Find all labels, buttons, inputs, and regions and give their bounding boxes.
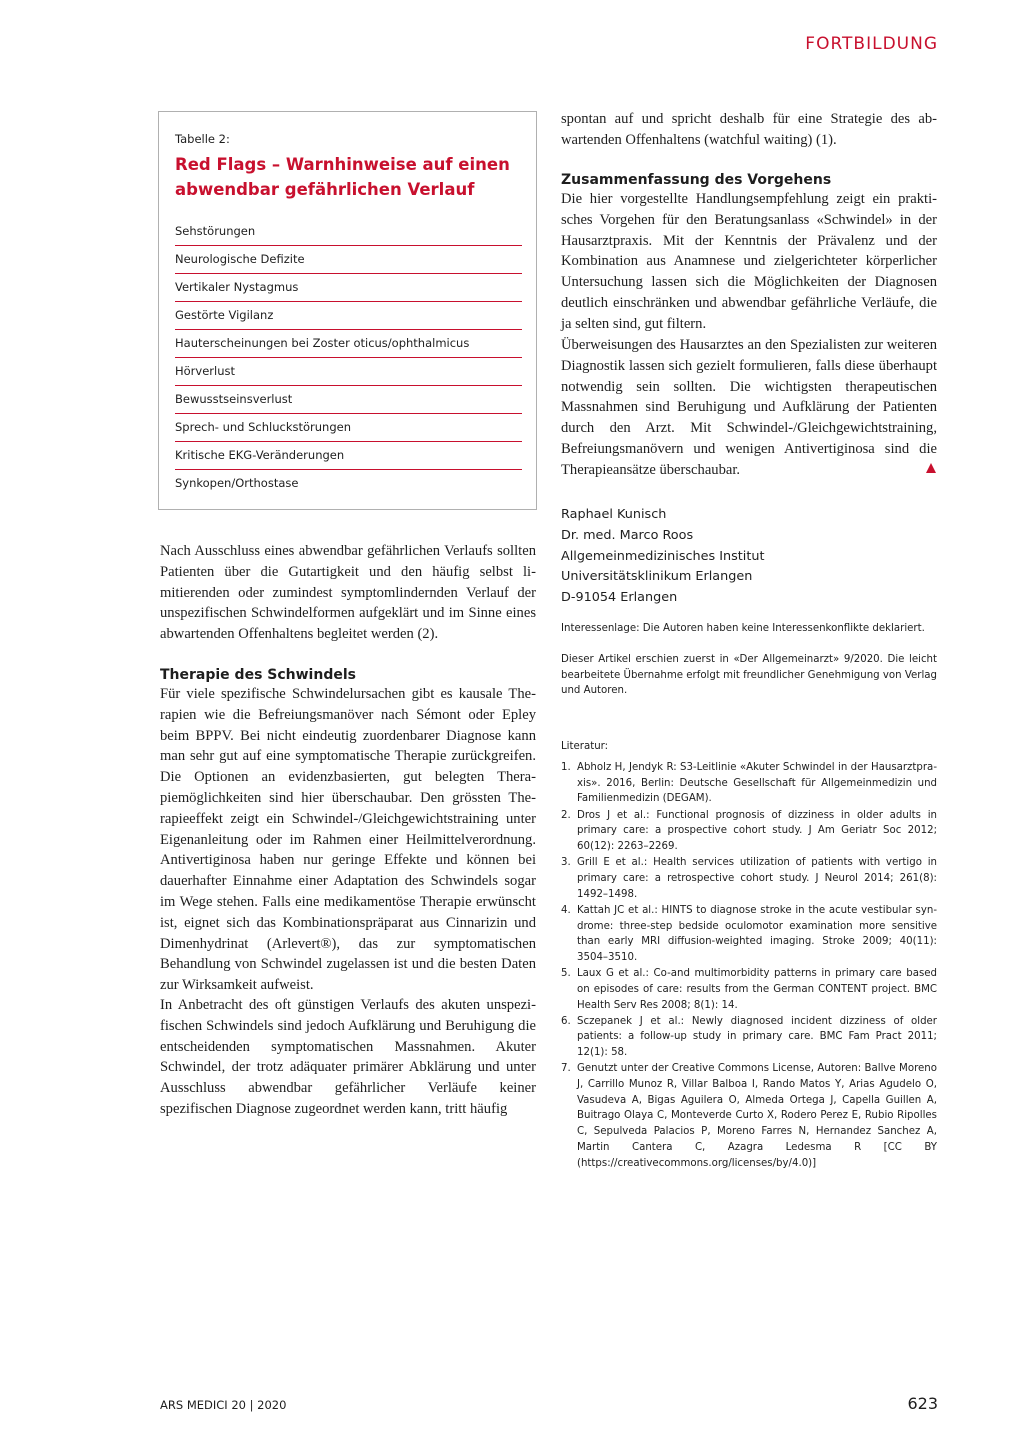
reference-text: Abholz H, Jendyk R: S3-Leitlinie «Akuter Schwindel in der Hausarztpraxis». 2016, Berlin: Deutsche Gesellschaft für Allgemeinmedizin und Familienmedizin (DEGAM). bbox=[577, 762, 937, 805]
publication-note: Dieser Artikel erschien zuerst in «Der Allgemeinarzt» 9/2020. Die leicht bearbeitete Übernahme erfolgt mit freundlicher Genehmigung von Verlag und Autoren. bbox=[561, 654, 937, 697]
author-line: Dr. med. Marco Roos bbox=[561, 528, 694, 543]
reference-item bbox=[561, 1061, 937, 1171]
reference-number: 1. bbox=[561, 762, 571, 773]
therapy-heading: Therapie des Schwindels bbox=[160, 667, 356, 683]
list-item: Kritische EKG-Veränderungen bbox=[175, 442, 522, 470]
reference-item bbox=[561, 966, 937, 1013]
right-paragraph-1: spontan auf und spricht deshalb für eine Strategie des abwartenden Offenhaltens (watchful waiting) (1). bbox=[561, 111, 937, 148]
right-paragraph-3: Überweisungen des Hausarztes an den Spezialisten zur weiteren Diagnostik lassen sich gezielt formulieren, falls diese überhaupt notwendig sein sollten. Die wichtigsten therapeutischen Massnahmen sind Beruhigung und Aufklärung der Patienten durch den Arzt. Mit Schwindel-/Gleichgewichtstraining, Befreiungsmanövern und wenigen Antivertiginosa sind die Therapieansätze überschaubar. bbox=[561, 337, 937, 478]
list-item: Hauterscheinungen bei Zoster oticus/ophthalmicus bbox=[175, 330, 522, 358]
author-line: Raphael Kunisch bbox=[561, 507, 667, 522]
reference-text: Dros J et al.: Functional prognosis of dizziness in older adults in primary care: a prospective cohort study. J Am Geriatr Soc 2012; 60(12): 2263–2269. bbox=[577, 809, 937, 853]
reference-number: 5. bbox=[561, 968, 571, 980]
left-paragraph-1: Nach Ausschluss eines abwendbar gefährlichen Verlaufs sollten Patienten über die Gutartigkeit und den häufig selbst limitierenden oder zumindest symptomlindernden Verlauf der unspezifischen Schwindelformen aufgeklärt und im Sinne eines abwartenden Offenhaltens begleitet werden (2). bbox=[160, 543, 536, 643]
references-list bbox=[561, 760, 937, 1172]
conflict-of-interest-note: Interessenlage: Die Autoren haben keine Interessenkonflikte deklariert. bbox=[561, 623, 925, 634]
left-paragraph-3: In Anbetracht des oft günstigen Verlaufs des akuten unspezifischen Schwindels sind jedoch Aufklärung und Beruhigung die entscheidenden symptomatischen Massnahmen. Akuter Schwindel, der trotz adäquater primärer Abklärung und unter Ausschluss abwendbar gefährlicher Verläufe keiner spezifischen Diagnose zugeordnet werden kann, tritt häufig bbox=[160, 997, 536, 1117]
reference-number: 6. bbox=[561, 1015, 571, 1027]
table-title: Red Flags – Warnhinweise auf einen abwendbar gefährlichen Verlauf bbox=[175, 155, 510, 199]
list-item: Sprech- und Schluckstörungen bbox=[175, 414, 522, 442]
reference-item bbox=[561, 1014, 937, 1061]
reference-number: 2. bbox=[561, 809, 571, 821]
table-label: Tabelle 2: bbox=[175, 132, 230, 146]
reference-number: 7. bbox=[561, 1063, 571, 1075]
summary-heading: Zusammenfassung des Vorgehens bbox=[561, 172, 832, 188]
section-header: FORTBILDUNG bbox=[805, 34, 938, 54]
list-item: Gestörte Vigilanz bbox=[175, 302, 522, 330]
left-paragraph-2: Für viele spezifische Schwindelursachen gibt es kausale Therapien wie die Befreiungsmanöver nach Sémont oder Epley beim BPPV. Bei nicht eindeutig zuordenbarer Diagnose kann man sehr gut auf eine symptomatische Therapie zurückgreifen. Die Optionen an evidenzbasierten, gut belegten Therapiemöglichkeiten sind hier überschaubar. Den grössten Therapieeffekt zeigt ein Schwindel-/Gleichgewichtstraining unter Eigenanleitung oder im Rahmen einer Heilmittelverordnung. Antivertiginosa haben nur geringe Effekte und können bei dauerhafter Einnahme einer Adaptation des Schwindels sogar im Wege stehen. Falls eine medikamentöse Therapie erwünscht ist, eignet sich das Kombinationspräparat aus Cinnarizin und Dimenhydrinat (Arlevert®), das zur symptomatischen Behandlung von Schwindel zugelassen ist und die besten Daten zur Wirksamkeit aufweist. bbox=[160, 686, 536, 994]
reference-number: 3. bbox=[561, 857, 571, 869]
reference-item bbox=[561, 760, 937, 807]
red-flags-table bbox=[158, 111, 537, 510]
reference-item bbox=[561, 903, 937, 966]
reference-number: 4. bbox=[561, 904, 571, 916]
reference-text: Laux G et al.: Co-and multimorbidity patterns in primary care based on episodes of care: results from the German CONTENT project. BMC Health Serv Res 2008; 8(1): 14. bbox=[577, 968, 937, 1011]
red-flags-list bbox=[175, 218, 522, 498]
reference-text: Genutzt unter der Creative Commons License, Autoren: Ballve Moreno J, Carrillo Munoz R, Villar Balboa I, Rando Matos Y, Arias Agudelo O, Vasudeva A, Bigas Aguilera O, Almeda Ortega J, Capella Guillen A, Buitrago Olaya C, Monteverde Curto X, Rodero Perez E, Rubio Ripolles C, Sepulveda Palacios P, Moreno Farres N, Hernandez Sanchez A, Martin Cantera C, Azagra Ledesma R [CC BY (https://creativecommons.org/licenses/by/4.0)] bbox=[577, 1063, 937, 1169]
list-item: Vertikaler Nystagmus bbox=[175, 274, 522, 302]
author-line: Universitätsklinikum Erlangen bbox=[561, 569, 753, 584]
list-item: Synkopen/Orthostase bbox=[175, 476, 299, 490]
journal-footer: ARS MEDICI 20 | 2020 bbox=[160, 1398, 287, 1412]
reference-text: Kattah JC et al.: HINTS to diagnose stroke in the acute vestibular syndrome: three-step bedside oculomotor examination more sensitive than early MRI diffusion-weighted imaging. Stroke 2009; 40(11): 3504–3510. bbox=[577, 904, 937, 963]
reference-text: Grill E et al.: Health services utilization of patients with vertigo in primary care: a retrospective cohort study. J Neurol 2014; 261(8): 1492–1498. bbox=[577, 857, 937, 900]
reference-item bbox=[561, 855, 937, 902]
author-line: D-91054 Erlangen bbox=[561, 590, 678, 605]
list-item: Sehstörungen bbox=[175, 218, 522, 246]
references-label: Literatur: bbox=[561, 741, 609, 752]
reference-text: Sczepanek J et al.: Newly diagnosed incident dizziness of older patients: a follow-up study in primary care. BMC Fam Pract 2011; 12(1): 58. bbox=[577, 1015, 937, 1059]
list-item: Hörverlust bbox=[175, 358, 522, 386]
end-marker-icon bbox=[926, 463, 936, 473]
reference-item bbox=[561, 808, 937, 855]
list-item: Bewusstseinsverlust bbox=[175, 386, 522, 414]
right-paragraph-2: Die hier vorgestellte Handlungsempfehlung zeigt ein praktisches Vorgehen für den Beratungsanlass «Schwindel» in der Hausarztpraxis. Mit der Kenntnis der Prävalenz und der Kombination aus Anamnese und zielgerichteter körperlicher Untersuchung lassen sich die Möglichkeiten der Diagnosen deutlich einschränken und abwendbar gefährliche Verläufe, die ja selten sind, gut filtern. bbox=[561, 191, 937, 332]
page-number: 623 bbox=[907, 1394, 938, 1413]
list-item: Neurologische Defizite bbox=[175, 246, 522, 274]
author-line: Allgemeinmedizinisches Institut bbox=[561, 549, 765, 564]
